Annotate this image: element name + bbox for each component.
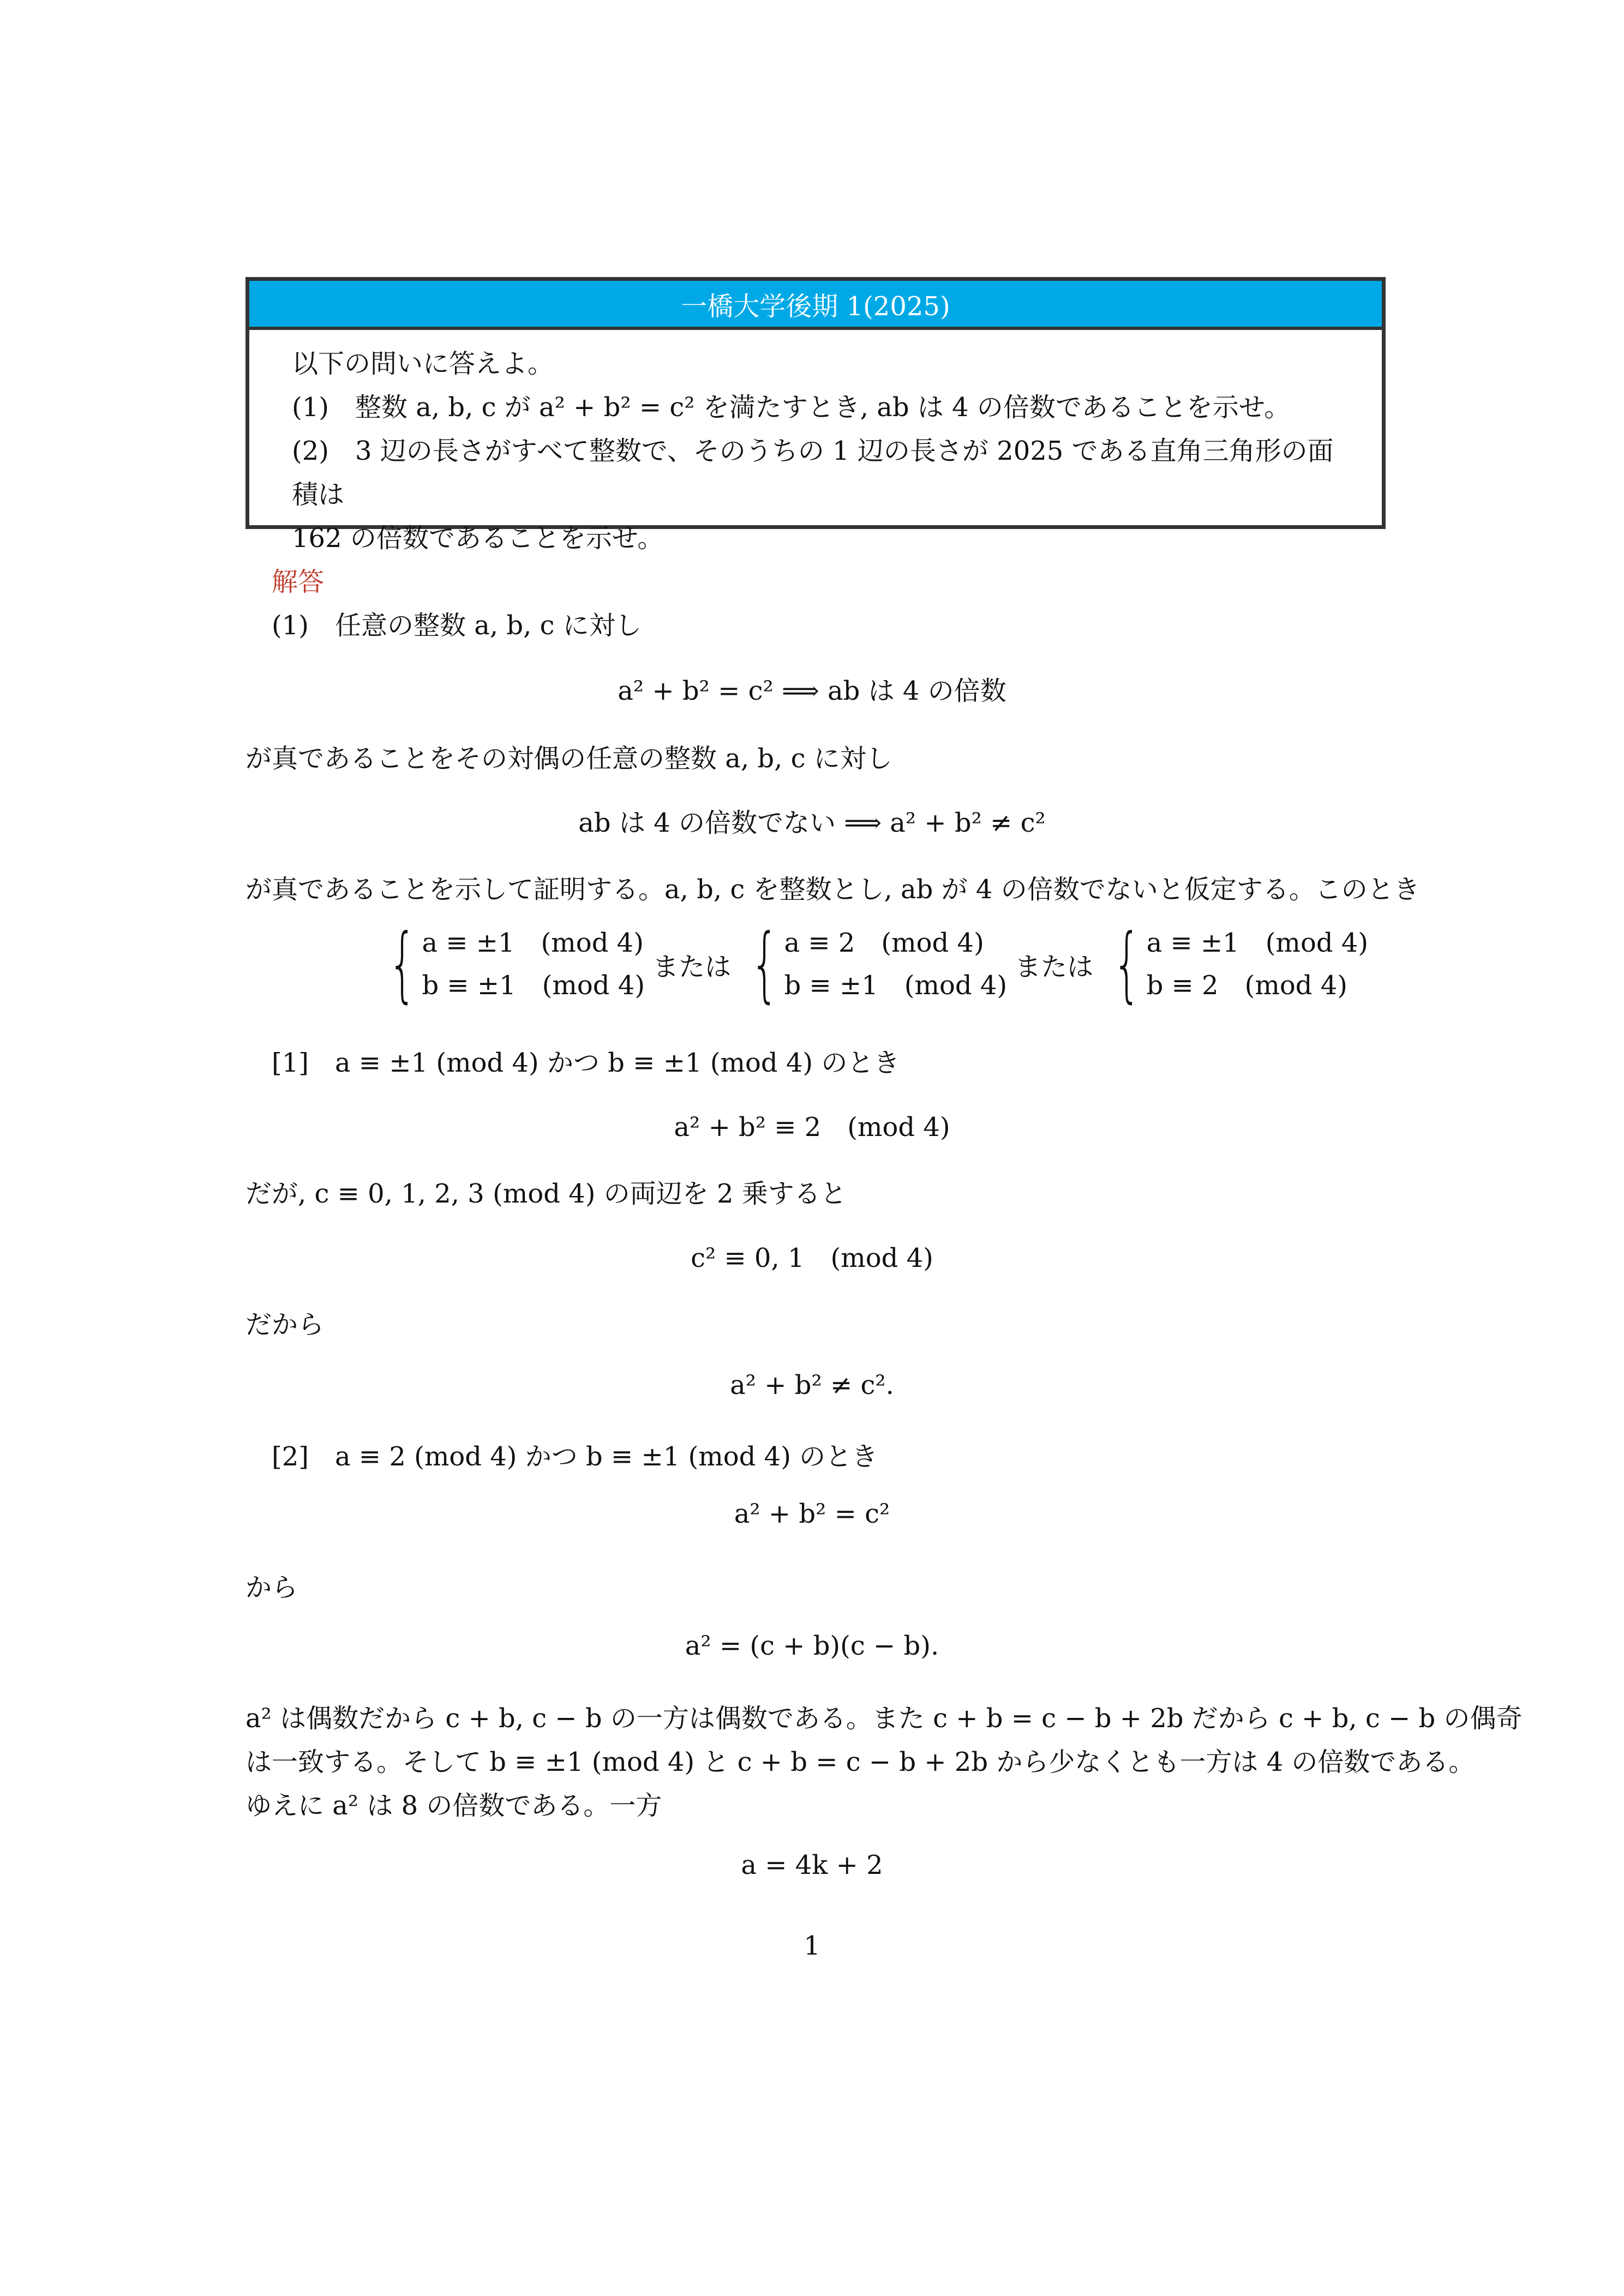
problem-q1: (1) 整数 a, b, c が a² + b² = c² を満たすとき, ab は 4 の倍数であることを示せ。	[292, 392, 1291, 423]
equation-4: c² ≡ 0, 1 (mod 4)	[691, 1243, 933, 1273]
answer-p4: だが, c ≡ 0, 1, 2, 3 (mod 4) の両辺を 2 乗すると	[245, 1179, 847, 1209]
case1-heading: [1] a ≡ ±1 (mod 4) かつ b ≡ ±1 (mod 4) のとき	[272, 1048, 900, 1078]
page-number: 1	[804, 1931, 820, 1961]
problem-title: 一橋大学後期 1(2025)	[249, 281, 1382, 330]
case-b-row1: a ≡ 2 (mod 4)	[784, 928, 984, 958]
answer-heading: 解答	[272, 567, 325, 597]
case2-heading: [2] a ≡ 2 (mod 4) かつ b ≡ ±1 (mod 4) のとき	[272, 1441, 878, 1472]
answer-p3: が真であることを示して証明する。a, b, c を整数とし, ab が 4 の倍数でないと仮定する。このとき	[245, 874, 1420, 905]
problem-q2-line2: 162 の倍数であることを示せ。	[292, 523, 664, 554]
equation-8: a = 4k + 2	[741, 1850, 883, 1880]
case-c	[1101, 917, 1369, 1012]
equation-5: a² + b² ≠ c².	[730, 1370, 894, 1401]
case-a-row2: b ≡ ±1 (mod 4)	[422, 970, 645, 1001]
answer-p5: だから	[245, 1309, 325, 1340]
case-a	[376, 917, 645, 1012]
answer-p9: ゆえに a² は 8 の倍数である。一方	[245, 1790, 662, 1821]
answer-p1: (1) 任意の整数 a, b, c に対し	[272, 610, 642, 641]
problem-intro: 以下の問いに答えよ。	[292, 348, 554, 379]
answer-p2: が真であることをその対偶の任意の整数 a, b, c に対し	[245, 743, 892, 774]
equation-7: a² = (c + b)(c − b).	[685, 1631, 939, 1661]
equation-6: a² + b² = c²	[734, 1499, 890, 1529]
case-b	[739, 917, 1008, 1012]
answer-p7: a² は偶数だから c + b, c − b の一方は偶数である。また c + b = c − b + 2b だから c + b, c − b の偶奇	[245, 1703, 1523, 1734]
answer-p8: は一致する。そして b ≡ ±1 (mod 4) と c + b = c − b + 2b から少なくとも一方は 4 の倍数である。	[245, 1747, 1475, 1777]
left-brace-icon: {	[750, 917, 780, 1012]
problem-q2-line1: (2) 3 辺の長さがすべて整数で、そのうちの 1 辺の長さが 2025 である直角三角形の面積は	[292, 436, 1334, 510]
left-brace-icon: {	[1112, 917, 1142, 1012]
problem-box	[245, 277, 1386, 554]
equation-1: a² + b² = c² ⟹ ab は 4 の倍数	[618, 676, 1006, 706]
or-word-2: または	[1015, 951, 1094, 982]
equation-2: ab は 4 の倍数でない ⟹ a² + b² ≠ c²	[578, 808, 1046, 838]
equation-3: a² + b² ≡ 2 (mod 4)	[674, 1112, 950, 1143]
answer-p6: から	[245, 1572, 298, 1603]
case-system	[376, 917, 1369, 1012]
case-a-row1: a ≡ ±1 (mod 4)	[422, 928, 644, 958]
case-c-row2: b ≡ 2 (mod 4)	[1146, 970, 1347, 1001]
case-b-row2: b ≡ ±1 (mod 4)	[784, 970, 1008, 1001]
problem-body	[249, 330, 1382, 560]
left-brace-icon: {	[388, 917, 417, 1012]
case-c-row1: a ≡ ±1 (mod 4)	[1146, 928, 1369, 958]
or-word-1: または	[652, 951, 732, 982]
